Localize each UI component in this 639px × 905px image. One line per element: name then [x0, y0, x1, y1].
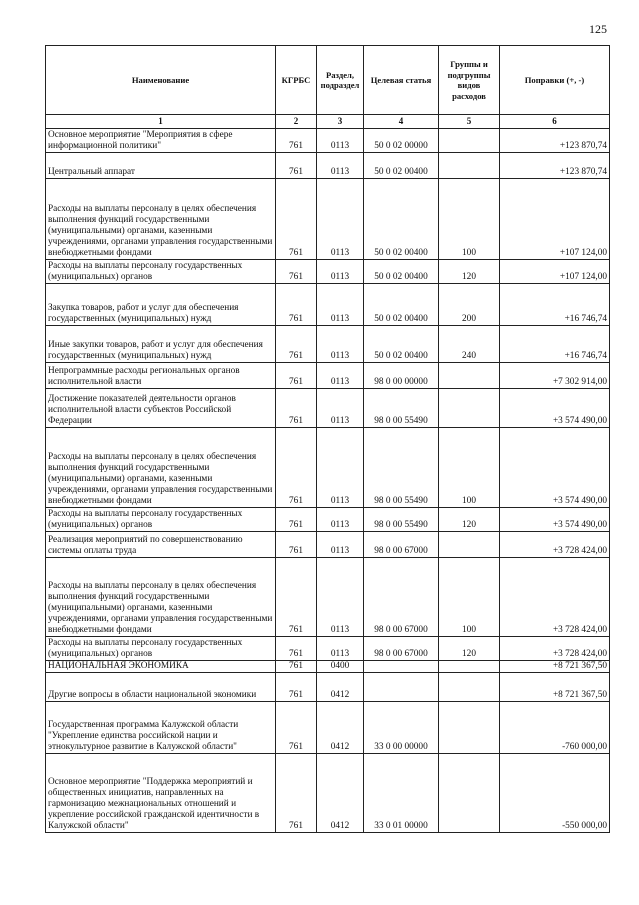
row-kgrbs: 761 — [276, 428, 317, 508]
table-row — [46, 284, 610, 326]
row-section: 0412 — [317, 754, 364, 833]
table-row — [46, 179, 610, 260]
row-amount: +8 721 367,50 — [500, 673, 610, 702]
row-group: 120 — [439, 260, 500, 284]
row-target — [364, 673, 439, 702]
table-row — [46, 558, 610, 637]
row-amount: +7 302 914,00 — [500, 363, 610, 389]
row-name: Расходы на выплаты персоналу в целях обеспечения выполнения функций государственными (муниципальными) органами, казенными учреждениями, органами управления государственными внебюджетными фондами — [46, 558, 276, 637]
row-name: Другие вопросы в области национальной экономики — [46, 673, 276, 702]
row-section: 0113 — [317, 637, 364, 661]
row-kgrbs: 761 — [276, 702, 317, 754]
row-target: 98 0 00 55490 — [364, 508, 439, 532]
column-number: 6 — [500, 115, 610, 129]
row-target: 50 0 02 00400 — [364, 153, 439, 179]
page-number: 125 — [589, 22, 607, 36]
row-kgrbs: 761 — [276, 389, 317, 428]
row-name: Основное мероприятие "Поддержка мероприятий и общественных инициатив, направленных на гармонизацию межнациональных отношений и укрепление российской гражданской идентичности в Калужской области" — [46, 754, 276, 833]
row-kgrbs: 761 — [276, 661, 317, 673]
row-kgrbs: 761 — [276, 754, 317, 833]
row-group — [439, 129, 500, 153]
row-kgrbs: 761 — [276, 129, 317, 153]
row-target: 33 0 01 00000 — [364, 754, 439, 833]
row-amount: +123 870,74 — [500, 129, 610, 153]
table-row — [46, 508, 610, 532]
table-row — [46, 153, 610, 179]
row-kgrbs: 761 — [276, 508, 317, 532]
row-section: 0400 — [317, 661, 364, 673]
row-name: Государственная программа Калужской области "Укрепление единства российской нации и этнокультурное развитие в Калужской области" — [46, 702, 276, 754]
row-amount: +123 870,74 — [500, 153, 610, 179]
row-group: 120 — [439, 637, 500, 661]
table-row — [46, 661, 610, 673]
row-group — [439, 363, 500, 389]
row-section: 0113 — [317, 508, 364, 532]
table-row — [46, 363, 610, 389]
row-group: 100 — [439, 179, 500, 260]
column-number: 5 — [439, 115, 500, 129]
row-section: 0113 — [317, 326, 364, 363]
row-name: Расходы на выплаты персоналу в целях обеспечения выполнения функций государственными (муниципальными) органами, казенными учреждениями, органами управления государственными внебюджетными фондами — [46, 428, 276, 508]
table-row — [46, 389, 610, 428]
row-section: 0113 — [317, 129, 364, 153]
row-group: 100 — [439, 558, 500, 637]
row-section: 0113 — [317, 284, 364, 326]
row-section: 0412 — [317, 702, 364, 754]
table-row — [46, 532, 610, 558]
row-amount: +3 574 490,00 — [500, 428, 610, 508]
row-amount: +3 728 424,00 — [500, 532, 610, 558]
row-name: Достижение показателей деятельности органов исполнительной власти субъектов Российской Федерации — [46, 389, 276, 428]
row-amount: +107 124,00 — [500, 179, 610, 260]
table-row — [46, 428, 610, 508]
row-name: НАЦИОНАЛЬНАЯ ЭКОНОМИКА — [46, 661, 276, 673]
table-row — [46, 637, 610, 661]
row-section: 0113 — [317, 153, 364, 179]
row-amount: +3 728 424,00 — [500, 637, 610, 661]
column-number: 2 — [276, 115, 317, 129]
row-group — [439, 702, 500, 754]
header-section: Раздел, подраздел — [317, 46, 364, 115]
row-group: 240 — [439, 326, 500, 363]
row-amount: +16 746,74 — [500, 326, 610, 363]
row-name: Закупка товаров, работ и услуг для обеспечения государственных (муниципальных) нужд — [46, 284, 276, 326]
row-target: 50 0 02 00000 — [364, 129, 439, 153]
row-name: Расходы на выплаты персоналу в целях обеспечения выполнения функций государственными (муниципальными) органами, казенными учреждениями, органами управления государственными внебюджетными фондами — [46, 179, 276, 260]
column-number: 4 — [364, 115, 439, 129]
column-number-row — [46, 115, 610, 129]
row-name: Основное мероприятие "Мероприятия в сфере информационной политики" — [46, 129, 276, 153]
row-name: Центральный аппарат — [46, 153, 276, 179]
row-amount: -550 000,00 — [500, 754, 610, 833]
row-target: 98 0 00 00000 — [364, 363, 439, 389]
row-group — [439, 532, 500, 558]
row-target: 50 0 02 00400 — [364, 284, 439, 326]
row-kgrbs: 761 — [276, 532, 317, 558]
row-group: 120 — [439, 508, 500, 532]
row-amount: +3 574 490,00 — [500, 508, 610, 532]
budget-table — [45, 45, 610, 833]
row-name: Расходы на выплаты персоналу государственных (муниципальных) органов — [46, 508, 276, 532]
row-group — [439, 661, 500, 673]
table-row — [46, 129, 610, 153]
header-group: Группы и подгруппы видов расходов — [439, 46, 500, 115]
row-name: Расходы на выплаты персоналу государственных (муниципальных) органов — [46, 637, 276, 661]
header-target: Целевая статья — [364, 46, 439, 115]
row-amount: +8 721 367,50 — [500, 661, 610, 673]
row-kgrbs: 761 — [276, 284, 317, 326]
row-group: 200 — [439, 284, 500, 326]
table-row — [46, 260, 610, 284]
row-section: 0113 — [317, 363, 364, 389]
row-section: 0113 — [317, 558, 364, 637]
table-row — [46, 673, 610, 702]
row-section: 0412 — [317, 673, 364, 702]
row-group — [439, 673, 500, 702]
table-row — [46, 754, 610, 833]
row-name: Реализация мероприятий по совершенствованию системы оплаты труда — [46, 532, 276, 558]
row-section: 0113 — [317, 179, 364, 260]
row-kgrbs: 761 — [276, 363, 317, 389]
row-kgrbs: 761 — [276, 558, 317, 637]
row-target: 98 0 00 55490 — [364, 428, 439, 508]
header-name: Наименование — [46, 46, 276, 115]
row-kgrbs: 761 — [276, 260, 317, 284]
row-kgrbs: 761 — [276, 326, 317, 363]
row-section: 0113 — [317, 532, 364, 558]
header-kgrbs: КГРБС — [276, 46, 317, 115]
row-target: 50 0 02 00400 — [364, 326, 439, 363]
row-group — [439, 754, 500, 833]
row-amount: +107 124,00 — [500, 260, 610, 284]
header-amount: Поправки (+, -) — [500, 46, 610, 115]
row-kgrbs: 761 — [276, 179, 317, 260]
row-group: 100 — [439, 428, 500, 508]
row-amount: +3 574 490,00 — [500, 389, 610, 428]
row-group — [439, 153, 500, 179]
row-target: 98 0 00 67000 — [364, 637, 439, 661]
row-name: Иные закупки товаров, работ и услуг для обеспечения государственных (муниципальных) нужд — [46, 326, 276, 363]
row-amount: -760 000,00 — [500, 702, 610, 754]
row-section: 0113 — [317, 260, 364, 284]
row-kgrbs: 761 — [276, 673, 317, 702]
row-section: 0113 — [317, 389, 364, 428]
table-row — [46, 326, 610, 363]
row-target: 98 0 00 67000 — [364, 532, 439, 558]
row-amount: +16 746,74 — [500, 284, 610, 326]
row-target: 50 0 02 00400 — [364, 179, 439, 260]
row-target: 50 0 02 00400 — [364, 260, 439, 284]
row-target: 98 0 00 55490 — [364, 389, 439, 428]
row-target: 33 0 00 00000 — [364, 702, 439, 754]
table-header-row — [46, 46, 610, 115]
row-name: Непрограммные расходы региональных органов исполнительной власти — [46, 363, 276, 389]
table-row — [46, 702, 610, 754]
row-amount: +3 728 424,00 — [500, 558, 610, 637]
row-section: 0113 — [317, 428, 364, 508]
column-number: 3 — [317, 115, 364, 129]
row-group — [439, 389, 500, 428]
row-target — [364, 661, 439, 673]
column-number: 1 — [46, 115, 276, 129]
row-kgrbs: 761 — [276, 637, 317, 661]
row-target: 98 0 00 67000 — [364, 558, 439, 637]
row-kgrbs: 761 — [276, 153, 317, 179]
row-name: Расходы на выплаты персоналу государственных (муниципальных) органов — [46, 260, 276, 284]
